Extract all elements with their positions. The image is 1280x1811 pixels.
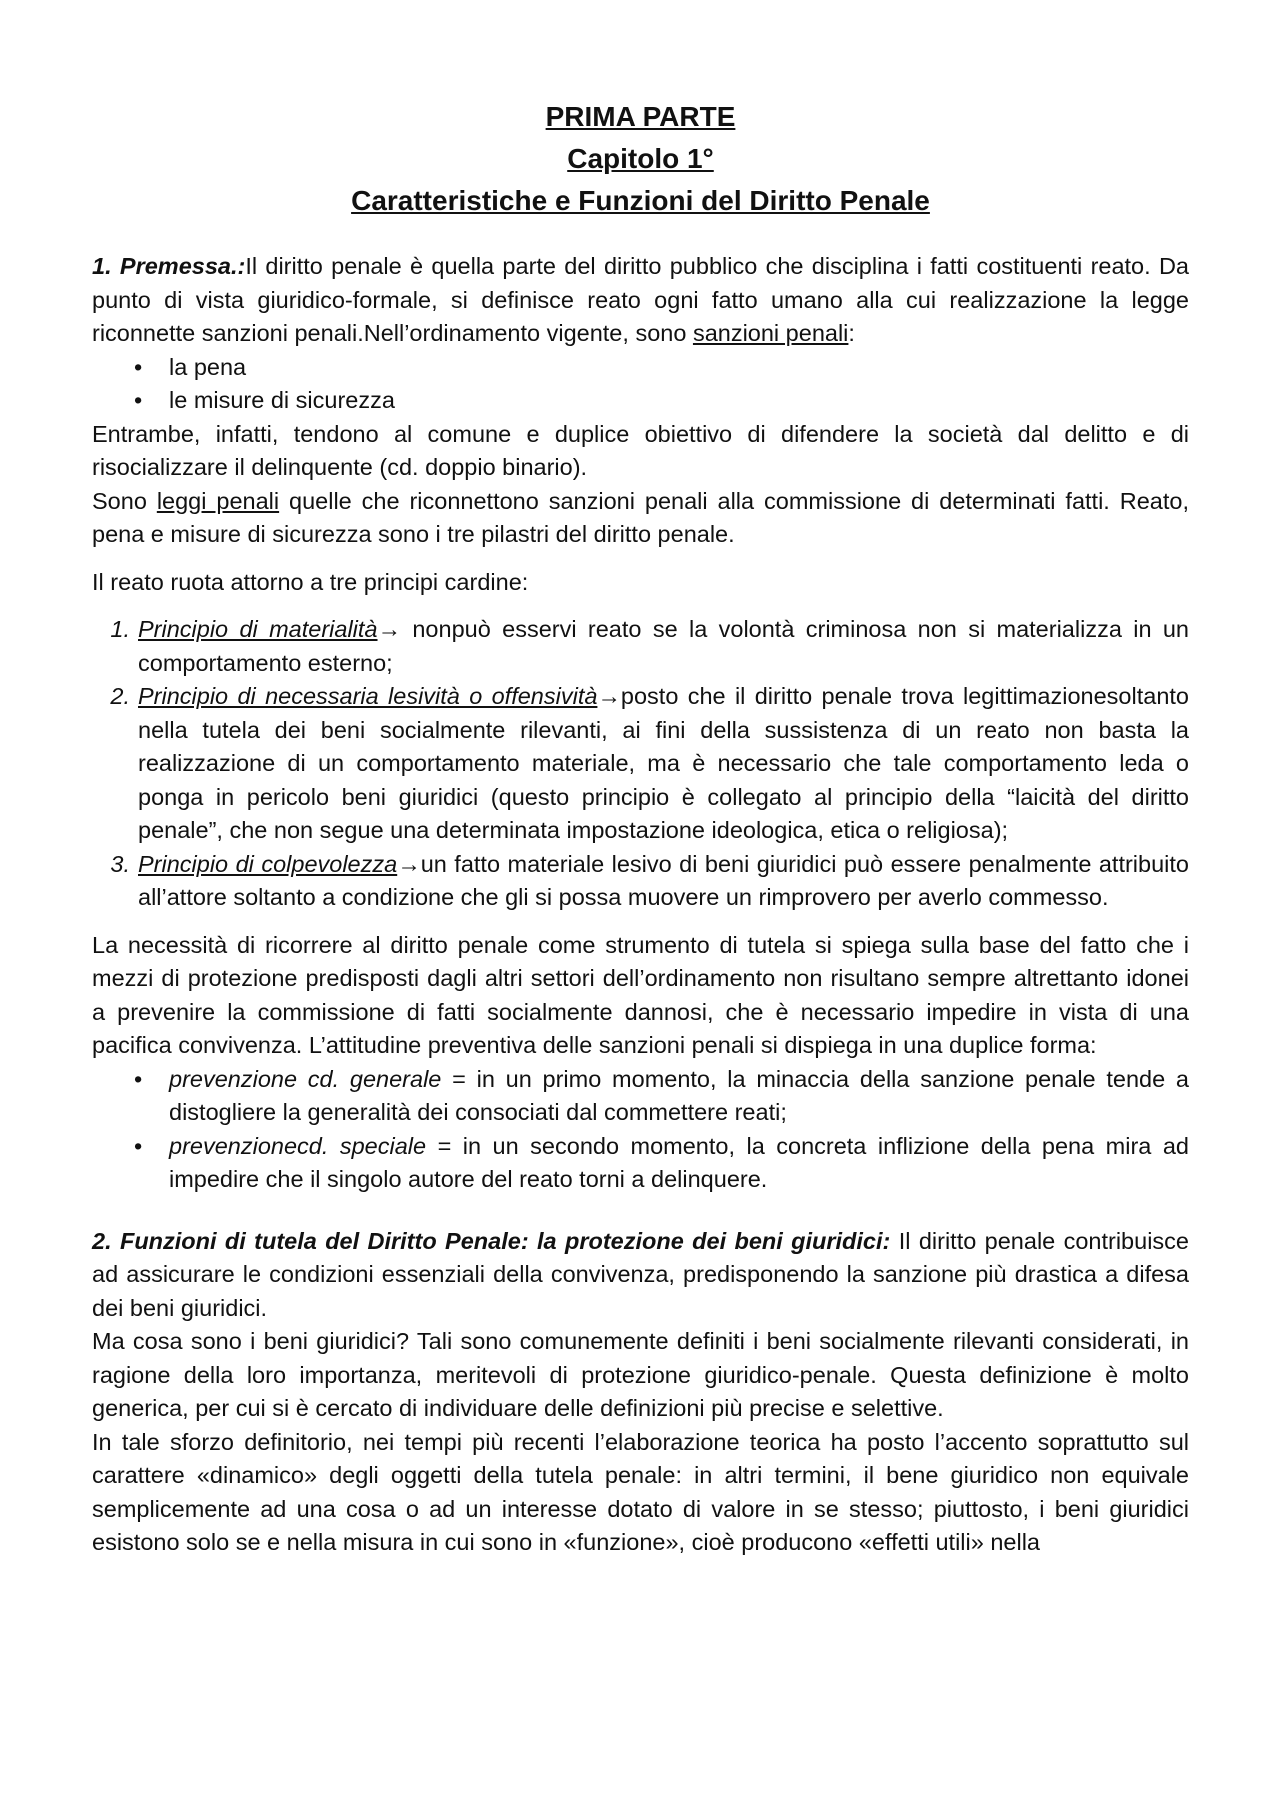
arrow-icon: → [377, 616, 402, 642]
list-item: 1. Principio di materialità→ nonpuò esservi reato se la volontà criminosa non si materializza in un comportamento esterno; [92, 613, 1189, 680]
section2-paragraph-2: Ma cosa sono i beni giuridici? Tali sono comunemente definiti i beni socialmente rilevanti considerati, in ragione della loro importanza, meritevoli di protezione giuridico-penale. Questa definizione è molto generica, per cui si è cercato di individuare delle definizioni più precise e selettive. [92, 1328, 1189, 1421]
section1-paragraph-2: Entrambe, infatti, tendono al comune e duplice obiettivo di difendere la società dal delitto e di risocializzare il delinquente (cd. doppio binario). [92, 420, 1189, 480]
title-line-2: Capitolo 1° [567, 143, 714, 174]
bullet-icon: • [134, 1065, 143, 1092]
section1-paragraph-5: La necessità di ricorrere al diritto penale come strumento di tutela si spiega sulla base del fatto che i mezzi di protezione predisposti dagli altri settori dell’ordinamento non risultano sempre altrettanto idonei a prevenire la commissione di fatti socialmente dannosi, che è necessario impedire in vista di una pacifica convivenza. L’attitudine preventiva delle sanzioni penali si dispiega in una duplice forma: [92, 931, 1189, 1058]
list-item: • prevenzione cd. generale = in un primo momento, la minaccia della sanzione penale tende a distogliere la generalità dei consociati dal commettere reati; [92, 1063, 1189, 1130]
prevention-term: prevenzionecd. speciale [169, 1132, 427, 1159]
document-page [92, 96, 1189, 1560]
principles-list [92, 613, 1189, 915]
bullet-icon: • [134, 353, 143, 380]
sanzioni-penali-term: sanzioni penali [692, 320, 849, 346]
section1-paragraph-3: Sono leggi penali quelle che riconnettono sanzioni penali alla commissione di determinati fatti. Reato, pena e misure di sicurezza sono i tre pilastri del diritto penale. [92, 487, 1189, 547]
list-number: 1. [110, 616, 130, 642]
list-number: 2. [110, 683, 130, 709]
prevention-term: prevenzione cd. generale [169, 1065, 442, 1092]
bullet-icon: • [134, 1132, 143, 1159]
list-item: 2. Principio di necessaria lesività o offensività→posto che il diritto penale trova legittimazionesoltanto nella tutela dei beni socialmente rilevanti, ai fini della sussistenza di un reato non basta la realizzazione di un comportamento materiale, ma è necessario che tale comportamento leda o ponga in pericolo beni giuridici (questo principio è collegato al principio della “laicità del diritto penale”, che non segue una determinata impostazione ideologica, etica o religiosa); [92, 680, 1189, 848]
principle-term: Principio di materialità [138, 616, 378, 642]
section1-heading: 1. Premessa.: [92, 253, 246, 279]
section1-paragraph-1: 1. Premessa.:Il diritto penale è quella parte del diritto pubblico che disciplina i fatti costituenti reato. Da punto di vista giuridico-formale, si definisce reato ogni fatto umano alla cui realizzazione la legge riconnette sanzioni penali.Nell’ordinamento vigente, sono sanzioni penali: [92, 253, 1190, 346]
sanctions-list [92, 351, 1189, 418]
list-item: • le misure di sicurezza [92, 384, 1189, 418]
document-title [92, 96, 1189, 222]
prevention-list [92, 1063, 1189, 1197]
section2-paragraph-3: In tale sforzo definitorio, nei tempi più recenti l’elaborazione teorica ha posto l’accento soprattutto sul carattere «dinamico» degli oggetti della tutela penale: in altri termini, il bene giuridico non equivale semplicemente ad una cosa o ad un interesse dotato di valore in se stesso; piuttosto, i beni giuridici esistono solo se e nella misura in cui sono in «funzione», cioè producono «effetti utili» nella [92, 1428, 1189, 1555]
section2-heading: 2. Funzioni di tutela del Diritto Penale: la protezione dei beni giuridici: [92, 1227, 891, 1254]
leggi-penali-term: leggi penali [156, 487, 280, 514]
principle-term: Principio di necessaria lesività o offensività [138, 683, 598, 709]
arrow-icon: → [597, 683, 621, 709]
principle-term: Principio di colpevolezza [138, 850, 398, 877]
list-item: • prevenzionecd. speciale = in un secondo momento, la concreta inflizione della pena mira ad impedire che il singolo autore del reato torni a delinquere. [92, 1130, 1189, 1197]
section2-paragraph-1: 2. Funzioni di tutela del Diritto Penale: la protezione dei beni giuridici: Il diritto penale contribuisce ad assicurare le condizioni essenziali della convivenza, predisponendo la sanzione più drastica a difesa dei beni giuridici. [92, 1227, 1189, 1321]
title-line-1: PRIMA PARTE [545, 101, 736, 132]
bullet-icon: • [134, 387, 143, 413]
section1-paragraph-4: Il reato ruota attorno a tre principi cardine: [92, 568, 529, 595]
title-line-3: Caratteristiche e Funzioni del Diritto Penale [351, 185, 930, 216]
list-item: 3. Principio di colpevolezza→un fatto materiale lesivo di beni giuridici può essere penalmente attribuito all’attore soltanto a condizione che gli si possa muovere un rimprovero per averlo commesso. [92, 848, 1189, 915]
list-item: • la pena [92, 351, 1189, 385]
arrow-icon: → [397, 850, 421, 877]
list-number: 3. [110, 850, 130, 877]
